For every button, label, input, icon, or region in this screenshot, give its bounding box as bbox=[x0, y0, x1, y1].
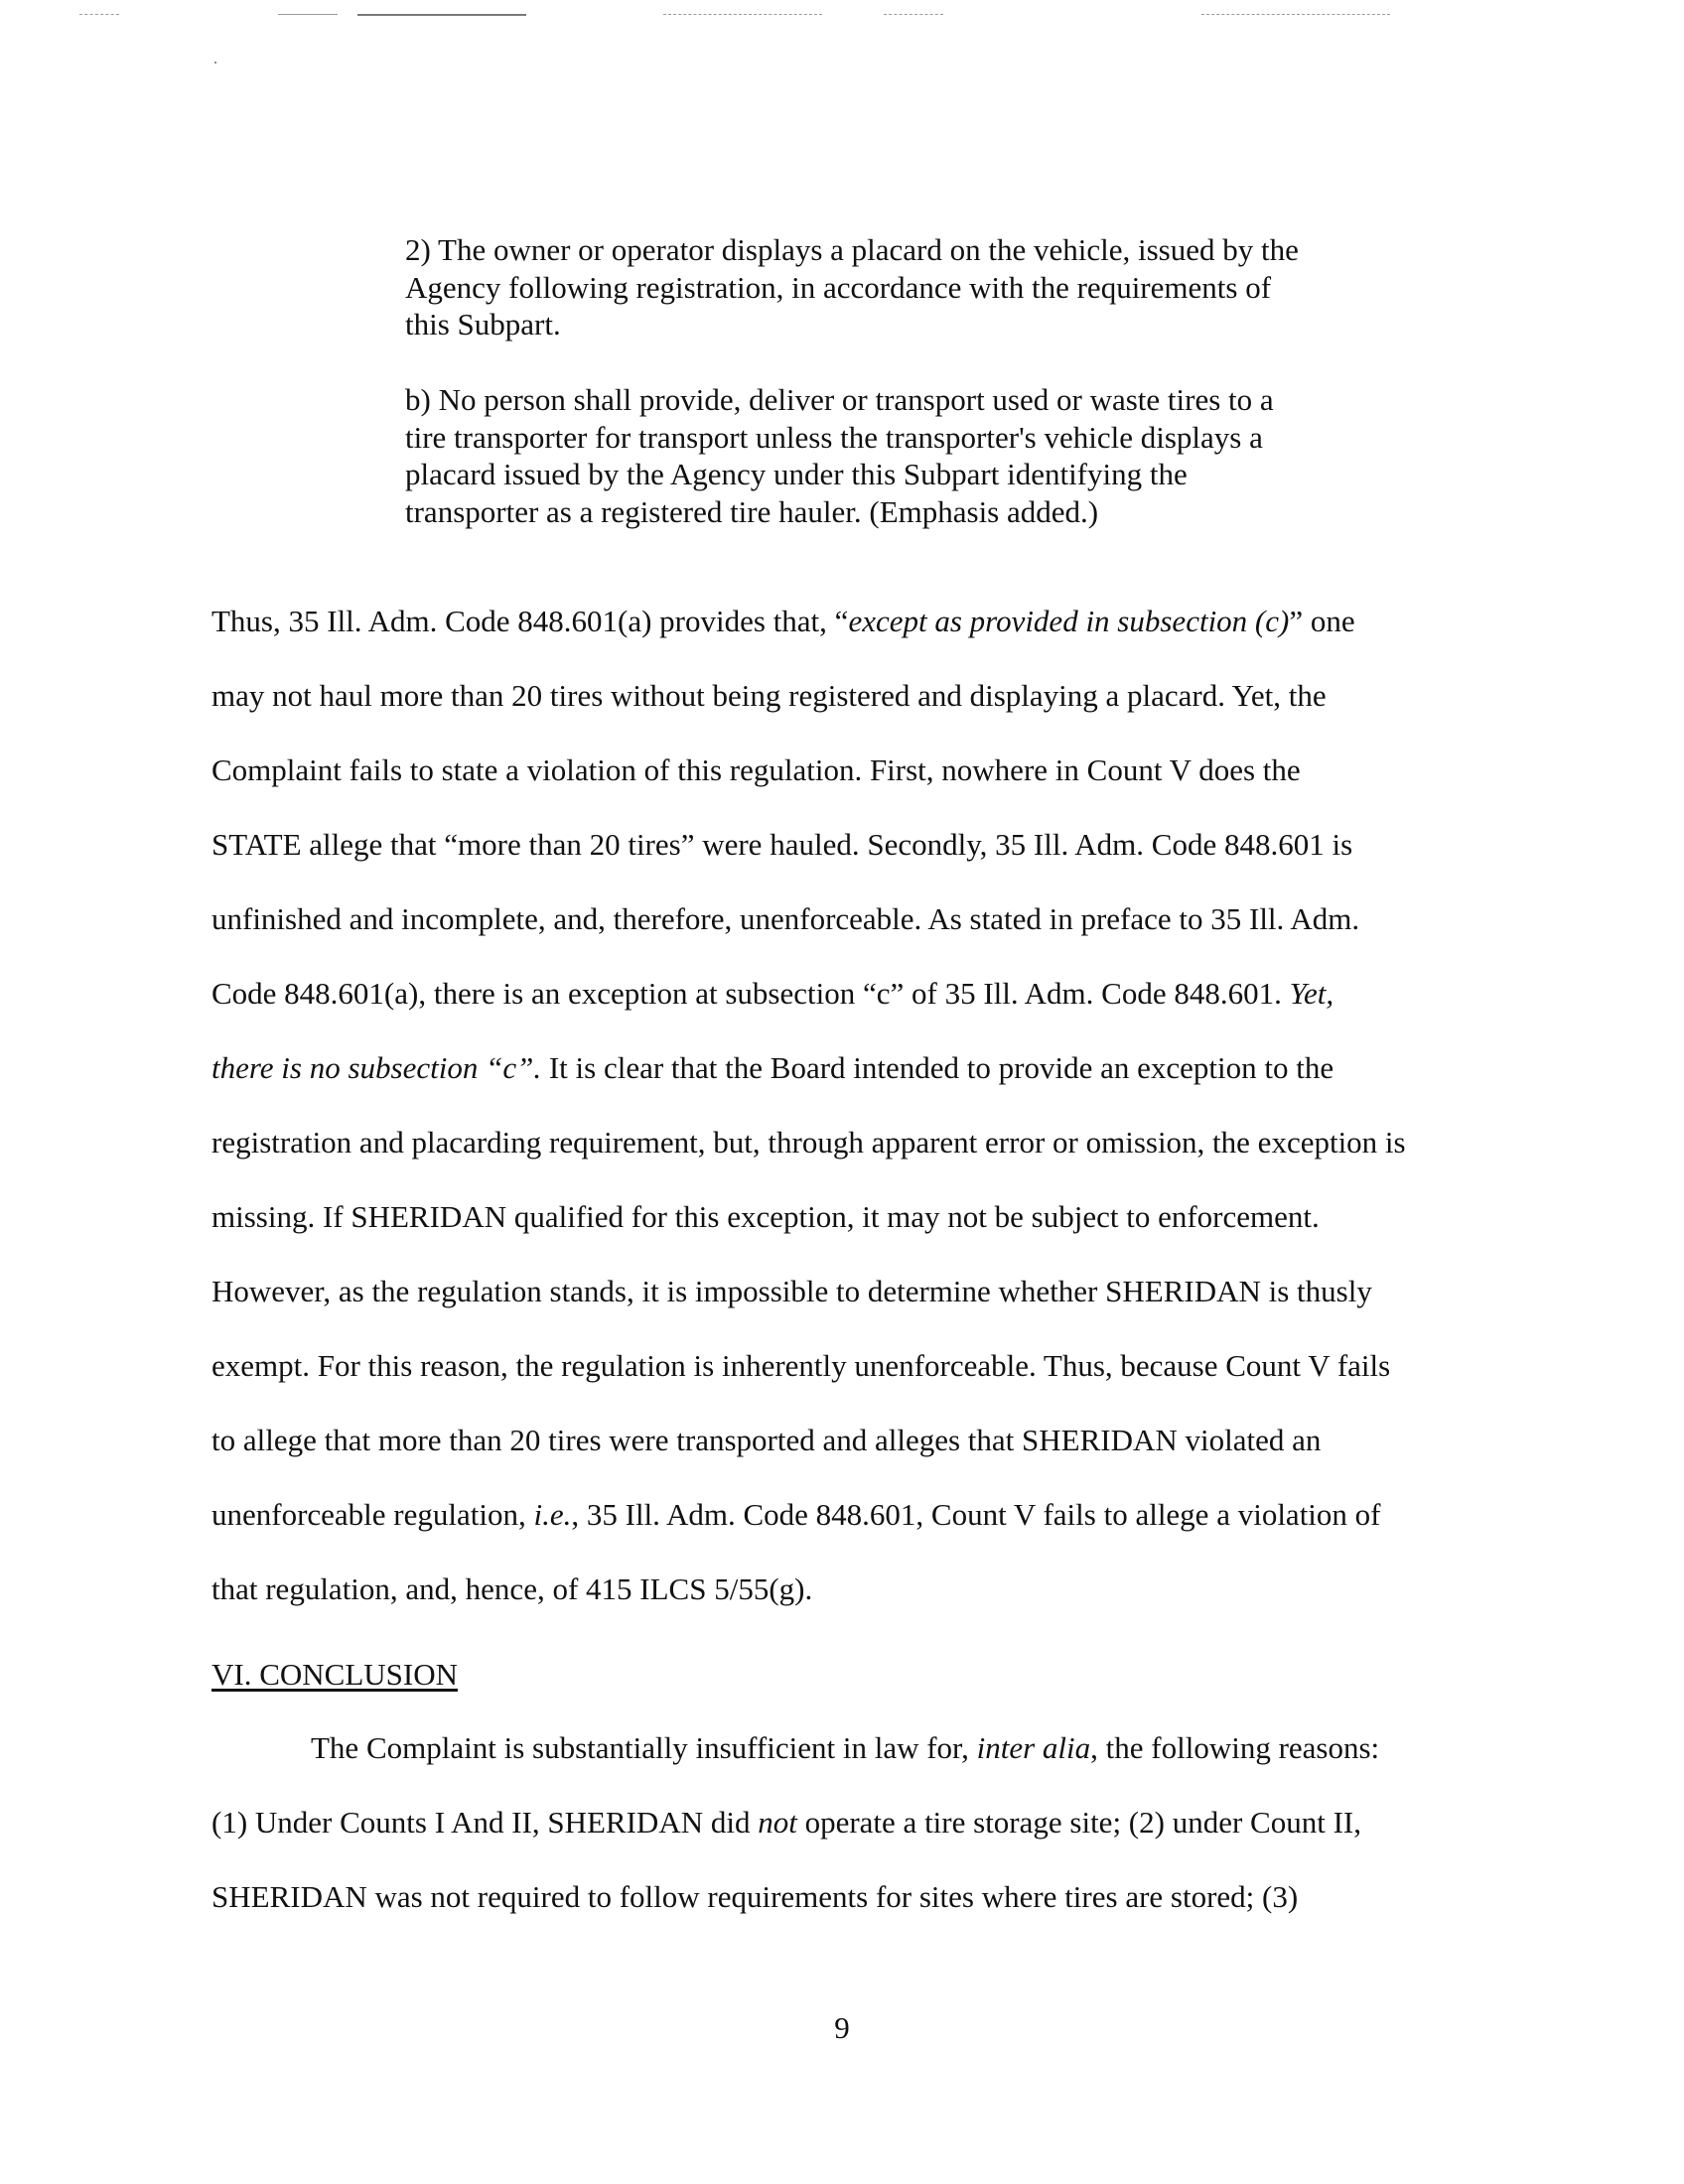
body-line: Thus, 35 Ill. Adm. Code 848.601(a) provides that, “except as provided in subsection (c)” one bbox=[211, 604, 1355, 638]
body-line: missing. If SHERIDAN qualified for this exception, it may not be subject to enforcement. bbox=[211, 1199, 1320, 1234]
scan-artifact bbox=[79, 14, 119, 15]
scan-artifact bbox=[214, 62, 216, 64]
quoted-regulation-item-2: 2) The owner or operator displays a placard on the vehicle, issued by the Agency following registration, in accordance with the requirements of this Subpart. bbox=[405, 232, 1299, 341]
body-line: that regulation, and, hence, of 415 ILCS 5/55(g). bbox=[211, 1571, 813, 1606]
body-line: may not haul more than 20 tires without being registered and displaying a placard. Yet, the bbox=[211, 678, 1327, 713]
conclusion-line: (1) Under Counts I And II, SHERIDAN did not operate a tire storage site; (2) under Count II, bbox=[211, 1805, 1361, 1840]
scan-artifact bbox=[278, 14, 338, 15]
section-heading: VI. CONCLUSION bbox=[211, 1657, 458, 1692]
scan-artifact bbox=[884, 14, 943, 15]
body-line: unenforceable regulation, i.e., 35 Ill. Adm. Code 848.601, Count V fails to allege a violation of bbox=[211, 1497, 1381, 1532]
body-line: registration and placarding requirement, but, through apparent error or omission, the exception is bbox=[211, 1125, 1406, 1160]
body-line: Complaint fails to state a violation of this regulation. First, nowhere in Count V does the bbox=[211, 752, 1301, 787]
body-line: However, as the regulation stands, it is impossible to determine whether SHERIDAN is thusly bbox=[211, 1274, 1372, 1308]
body-line: exempt. For this reason, the regulation is inherently unenforceable. Thus, because Count V fails bbox=[211, 1348, 1391, 1383]
body-line: unfinished and incomplete, and, therefore, unenforceable. As stated in preface to 35 Ill. Adm. bbox=[211, 901, 1360, 936]
body-line: to allege that more than 20 tires were transported and alleges that SHERIDAN violated an bbox=[211, 1423, 1322, 1457]
conclusion-line: SHERIDAN was not required to follow requirements for sites where tires are stored; (3) bbox=[211, 1879, 1299, 1914]
body-line: STATE allege that “more than 20 tires” were hauled. Secondly, 35 Ill. Adm. Code 848.601 is bbox=[211, 827, 1353, 862]
conclusion-line: The Complaint is substantially insufficient in law for, inter alia, the following reasons: bbox=[311, 1730, 1380, 1765]
scan-artifact bbox=[663, 14, 822, 15]
scan-artifact bbox=[357, 14, 526, 16]
quoted-regulation-item-b: b) No person shall provide, deliver or transport used or waste tires to a tire transporter for transport unless the transporter's vehicle displays a placard issued by the Agency under this Subpart identifying the transporter as a registered tire hauler. (Emphasis added.) bbox=[405, 382, 1274, 529]
page-number: 9 bbox=[834, 2010, 850, 2045]
body-line: Code 848.601(a), there is an exception at subsection “c” of 35 Ill. Adm. Code 848.601. Yet, bbox=[211, 976, 1334, 1011]
scan-artifact bbox=[1201, 14, 1390, 15]
body-line: there is no subsection “c”. It is clear that the Board intended to provide an exception to the bbox=[211, 1050, 1334, 1085]
